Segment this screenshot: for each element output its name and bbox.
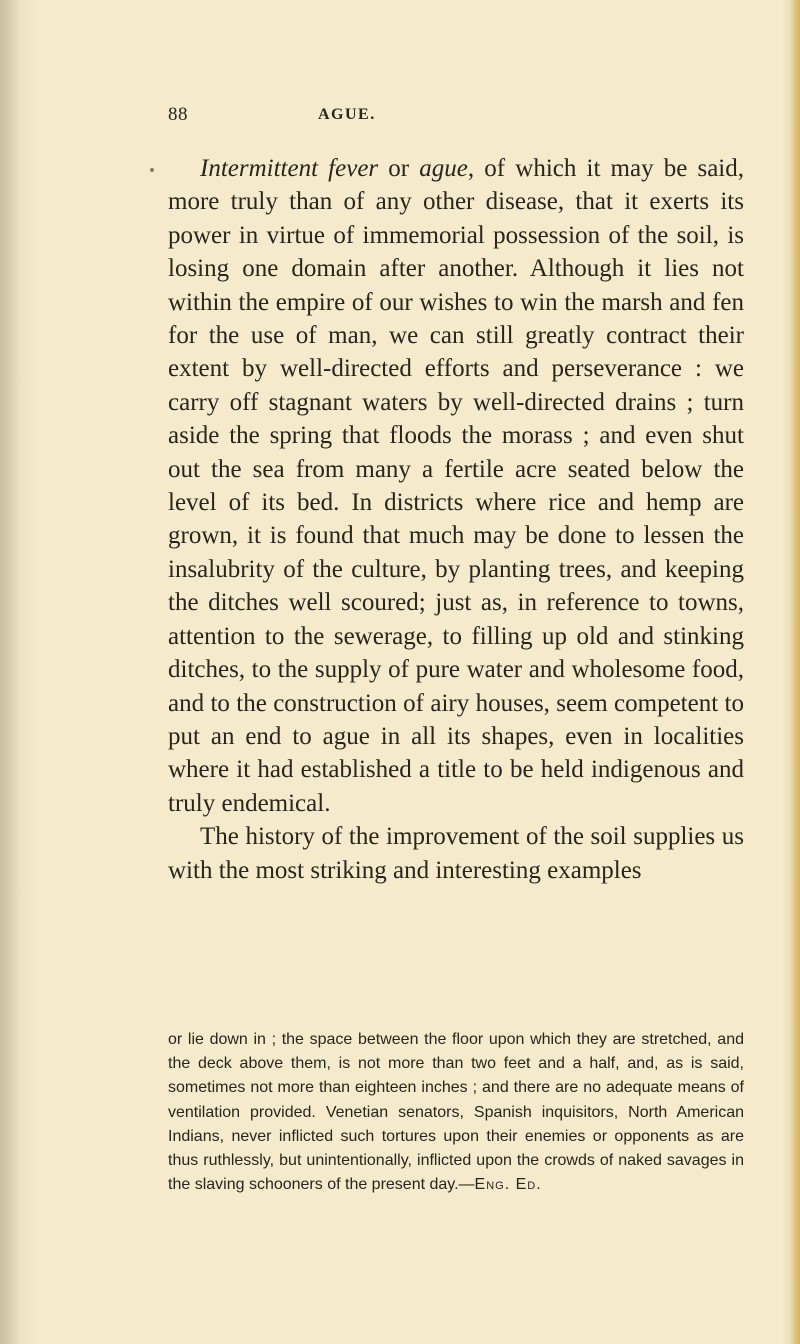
paragraph-history: The history of the improvement of the soil supplies us with the most striking and interesting examples	[168, 823, 744, 884]
footnote-signature: Eng. Ed.	[474, 1176, 542, 1194]
conjunction-or: or	[378, 155, 420, 182]
footnote-text: or lie down in ; the space between the floor upon which they are stretched, and the deck above them, is not more than two feet and a half, and, as is said, sometimes not more than eighteen inches ; and there are no adequate means of ventilation provided. Venetian senators, Spanish inquisitors, North American Indians, never inflicted such tortures upon their enemies or opponents as are thus ruthlessly, but unintentionally, inflicted upon the crowds of naked savages in the slaving schooners of the present day.—	[168, 1031, 744, 1194]
footnote-paragraph	[168, 1028, 744, 1197]
margin-mark	[150, 168, 154, 172]
term-intermittent-fever: Intermittent fever	[200, 155, 379, 182]
running-head: AGUE.	[318, 106, 376, 123]
page-edge	[790, 0, 800, 1344]
term-ague: ague	[419, 155, 468, 182]
paragraph-intermittent-fever	[168, 152, 744, 820]
page-number: 88	[168, 104, 188, 125]
footnote	[168, 1028, 744, 1197]
paragraph-body: , of which it may be said, more truly than of any other disease, that it exerts its power in virtue of immemorial possession of the soil, is losing one domain after another. Although it lies not within the empire of our wishes to win the marsh and fen for the use of man, we can still greatly contract their extent by well-directed efforts and perseverance : we carry off stagnant waters by well-directed drains ; turn aside the spring that floods the morass ; and even shut out the sea from many a fertile acre seated below the level of its bed. In districts where rice and hemp are grown, it is found that much may be done to lessen the insalubrity of the culture, by planting trees, and keeping the ditches well scoured; just as, in reference to towns, attention to the sewerage, to filling up old and stinking ditches, to the supply of pure water and wholesome food, and to the construction of airy houses, seem competent to put an end to ague in all its shapes, even in localities where it had established a title to be held indigenous and truly endemical.	[168, 155, 744, 817]
page-header	[168, 104, 728, 144]
spine-shadow	[0, 0, 22, 1344]
main-text	[168, 152, 744, 887]
